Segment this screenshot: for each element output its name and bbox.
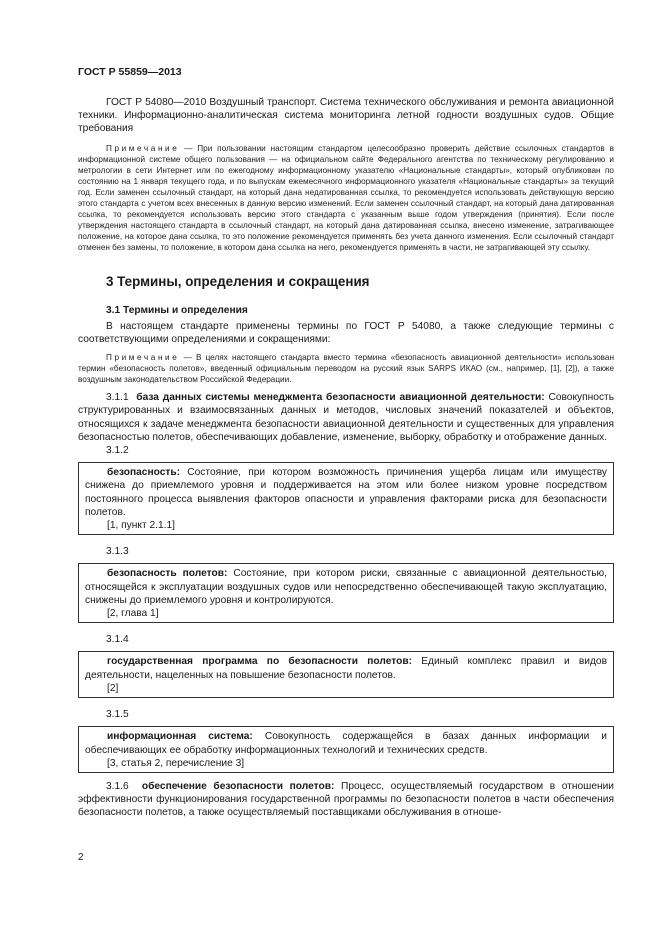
term-name: обеспечение безопасности полетов: xyxy=(141,780,335,792)
note-label: Примечание xyxy=(106,143,180,153)
term-definition: государственная программа по безопасности полетов: Единый комплекс правил и видов деятельности, нацеленных на повышение безопасности полетов. xyxy=(85,656,608,681)
note-label: Примечание xyxy=(106,352,180,362)
term-source: [3, статья 2, перечисление 3] xyxy=(107,757,245,769)
page-number: 2 xyxy=(78,852,84,863)
document-header: ГОСТ Р 55859—2013 xyxy=(78,66,182,78)
term-box-3-1-4 xyxy=(78,651,614,698)
term-3-1-6 xyxy=(78,780,614,820)
term-source: [1, пункт 2.1.1] xyxy=(107,520,175,532)
terms-intro: В настоящем стандарте применены термины по ГОСТ Р 54080, а также следующие термины с соответствующими определениями и сокращениями: xyxy=(78,320,614,345)
term-definition: Совокупность структурированных и взаимосвязанных данных и методов, числовых значений показателей и объектов, относящихся к задаче менеджмента безопасности авиационной деятельности и существенных для управления безопасностью полетов, обеспечивающих добавление, изменение, выборку, обработку и отображение данных. xyxy=(78,392,615,443)
term-box-3-1-3 xyxy=(78,563,614,623)
normative-reference: ГОСТ Р 54080—2010 Воздушный транспорт. Система технического обслуживания и ремонта авиационной техники. Информационно-аналитическая система мониторинга летной годности воздушных судов. Общие требования xyxy=(78,97,614,135)
section-3-heading: 3 Термины, определения и сокращения xyxy=(106,273,370,289)
term-source: [2, глава 1] xyxy=(107,608,159,620)
term-number: 3.1.3 xyxy=(106,546,129,558)
term-name: информационная система: xyxy=(107,731,253,743)
term-3-1-1 xyxy=(78,391,614,444)
term-box-3-1-2 xyxy=(78,462,614,535)
term-definition: Процесс, осуществляемый государством в отношении эффективности функционирования государственной программы по безопасности полетов в части обеспечения безопасности полетов, а также осуществляемый поставщиками обслуживания в отноше- xyxy=(78,780,614,819)
term-name: безопасность полетов: xyxy=(107,568,228,580)
term-number: 3.1.1 xyxy=(106,392,129,404)
term-name: государственная программа по безопасности полетов: xyxy=(107,656,413,668)
term-number: 3.1.5 xyxy=(106,709,129,721)
note-text: — При пользовании настоящим стандартом целесообразно проверить действие ссылочных стандартов в информационной системе общего пользования — на официальном сайте Федерального агентства по техническому регулированию и метрологии в сети Интернет или по ежегодному информационному указателю «Национальные стандарты», который опубликован по состоянию на 1 января текущего года, и по выпускам ежемесячного информационного указателя «Национальные стандарты» за текущий год. Если заменен ссылочный стандарт, на который дана недатированная ссылка, то рекомендуется использовать действующую версию этого стандарта с учетом всех внесенных в данную версию изменений. Если заменен ссылочный стандарт, на который дана датированная ссылка, то рекомендуется использовать версию этого стандарта с указанным выше годом утверждения (принятия). Если после утверждения настоящего стандарта в ссылочный стандарт, на который дана датированная ссылка, внесено изменение, затрагивающее положение, на которое дана ссылка, то это положение рекомендуется применять без учета данного изменения. Если ссылочный стандарт отменен без замены, то положение, в котором дана ссылка на него, рекомендуется применять в части, не затрагивающей эту ссылку. xyxy=(78,143,614,253)
term-number: 3.1.6 xyxy=(106,780,129,792)
term-number: 3.1.2 xyxy=(106,445,129,457)
page-content xyxy=(78,96,614,820)
term-number: 3.1.4 xyxy=(106,634,129,646)
term-name: база данных системы менеджмента безопасности авиационной деятельности: xyxy=(136,392,545,404)
term-name: безопасность: xyxy=(107,467,181,479)
note-terms xyxy=(78,352,614,385)
term-source: [2] xyxy=(107,682,119,694)
term-definition: информационная система: Совокупность содержащейся в базах данных информации и обеспечивающих ее обработку информационных технологий и технических средств. xyxy=(85,731,607,756)
note-text: — В целях настоящего стандарта вместо термина «безопасность авиационной деятельности» использован термин «безопасность полетов», введенный официальным переводом на русский язык SARPS ИКАО (см., например, [1], [2]), а также воздушным законодательством Российской Федерации. xyxy=(78,352,614,385)
section-3-1-heading: 3.1 Термины и определения xyxy=(106,304,248,316)
term-definition: безопасность полетов: Состояние, при котором риски, связанные с авиационной деятельностью, относящейся к эксплуатации воздушных судов или непосредственно обеспечивающей такую эксплуатацию, снижены до приемлемого уровня и контролируются. xyxy=(85,568,607,606)
term-box-3-1-5 xyxy=(78,726,614,773)
term-definition: безопасность: Состояние, при котором возможность причинения ущерба лицам или имуществу снижена до приемлемого уровня и поддерживается на этом или более низком уровне посредством постоянного процесса выявления факторов опасности и управления факторами риска для безопасности полетов. xyxy=(85,467,607,518)
note-normative xyxy=(78,143,614,254)
